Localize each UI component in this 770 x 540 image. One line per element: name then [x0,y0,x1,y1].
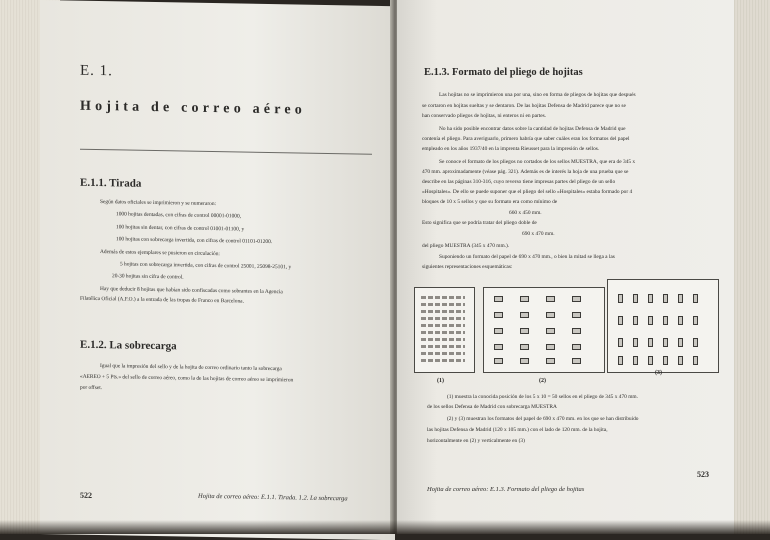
right-page [397,0,734,534]
paragraph-line: bloques de 10 x 5 sellos y que su formato era como mínimo de [422,199,558,205]
figure-label-2: (2) [539,378,546,384]
tirada-line: 20-30 hojitas sin cifra de control. [112,273,184,281]
left-page [40,0,395,540]
paragraph-line: contenía el pliego. Para averiguarlo, primero habría que saber cuáles eran los formatos del papel [422,136,630,142]
paragraph-line: «Hospitales». De ello se puede suponer que el pliego del sello «Hospitales» estaba formado por 4 [422,189,633,195]
tirada-line: 100 hojitas con sobrecarga invertida, con cifras de control 01101-01200. [116,236,273,246]
sobrecarga-line: Igual que la impresión del sello y de la hojita de correo ordinario tanto la sobrecarga [100,363,282,373]
caption-line: de los sellos Defensa de Madrid con sobrecarga MUESTRA [427,404,557,410]
running-footer-left: Hojita de correo aéreo: E.1.1. Tirada. 1.2. La sobrecarga [198,492,348,503]
page-number-right: 523 [697,470,709,479]
figure-label-3: (3) [655,370,662,376]
tirada-line: Filatélica Oficial (A.F.O.) a la entrada de las tropas de Franco en Barcelona. [80,295,244,305]
paragraph-line: Las hojitas no se imprimieron una por una, sino en forma de pliegos de hojitas que después [439,92,636,98]
caption-line: (1) muestra la conocida posición de los 5 x 10 = 50 sellos en el pliego de 345 x 470 mm. [447,394,638,400]
paragraph-line: siguientes representaciones esquemáticas: [422,264,513,270]
paragraph-line: del pliego MUESTRA (345 x 470 mm.). [422,243,510,249]
running-footer-right: Hojita de correo aéreo: E.1.3. Formato del pliego de hojitas [427,486,585,493]
tirada-line: Hay que deducir 8 hojitas que habían sido confiscadas como sobrantes en la Agencia [100,286,283,296]
figure-label-1: (1) [437,378,444,384]
tirada-line: 5 hojitas con sobrecarga invertida, con cifras de control 25001, 25098-25101, y [120,261,292,271]
paragraph-line: empleado en los años 1937/40 en la imprenta Rieusset para la impresión de sellos. [422,146,600,152]
caption-line: (2) y (3) muestran los formatos del papel de 690 x 470 mm. en los que se han distribuido [447,416,639,422]
caption-line: las hojitas Defensa de Madrid (120 x 105 mm.) con el lado de 120 mm. de la hojita, [427,427,608,433]
section-title-formato: E.1.3. Formato del pliego de hojitas [424,67,583,78]
page-number-left: 522 [80,490,92,500]
divider [80,149,372,155]
paragraph-line: Esto significa que se podría tratar del pliego doble de [422,220,537,226]
figure-2-sheet [483,287,605,373]
paragraph-line: describe en las páginas 310-316, cuyo reverso tiene impresas partes del pliego de un sello [422,179,616,185]
section-title-tirada: E.1.1. Tirada [80,176,142,190]
sobrecarga-line: «AEREO + 5 Pts.» del sello de correo aéreo, como la de las hojitas de correo aéreo se imprimieron [80,373,294,384]
tirada-line: Según datos oficiales se imprimieron y se numeraron: [100,199,217,208]
tirada-line: Además de estos ejemplares se pusieron en circulación: [100,249,220,258]
paragraph-line: 690 x 470 mm. [522,231,555,237]
paragraph-line: Suponiendo un formato del papel de 690 x 470 mm., o bien la mitad se llega a las [439,254,615,260]
section-title-sobrecarga: E.1.2. La sobrecarga [80,338,177,353]
tirada-line: 1000 hojitas dentadas, con cifras de control 00001-01000, [116,211,242,220]
paragraph-line: 660 x 450 mm. [509,210,542,216]
chapter-code: E. 1. [80,62,113,80]
bottom-shadow [0,520,770,534]
paragraph-line: 470 mm. aproximadamente (véase pág. 321). Además es de interés la hoja de una prueba que se [422,169,629,175]
paragraph-line: Se conoce el formato de los pliegos no cortados de los sellos MUESTRA, que era de 345 x [439,159,636,165]
chapter-title: Hojita de correo aéreo [80,98,306,118]
paragraph-line: No ha sido posible encontrar datos sobre la cantidad de hojitas Defensa de Madrid que [439,126,626,132]
page-edges-right [730,0,770,534]
figure-1-sheet [414,287,475,373]
figure-3-sheet [607,279,719,373]
sobrecarga-line: por offset. [80,384,103,392]
paragraph-line: han conservado pliegos de hojitas, ni enteros ni en partes. [422,113,547,119]
caption-line: horizontalmente en (2) y verticalmente en (3) [427,438,525,444]
tirada-line: 100 hojitas sin dentar, con cifras de control 01001-01100, y [116,224,245,233]
paragraph-line: se cortaron en hojitas sueltas y se dentaron. De las hojitas Defensa de Madrid parece que no se [422,103,626,109]
